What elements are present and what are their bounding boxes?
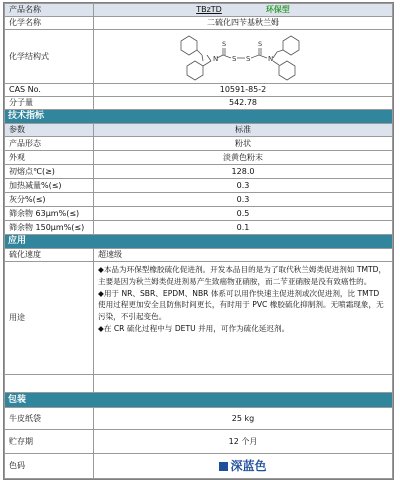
atom-n-left: N [213,54,219,63]
storage-value: 12 个月 [94,430,393,454]
packaging-section-header [5,393,393,408]
datasheet-table [4,3,393,479]
product-name-value: TBzTD [196,5,222,15]
structure-row [5,30,393,84]
chemical-name-row [5,17,393,30]
usage-label: 用途 [5,262,94,375]
cure-speed-value: 超速级 [94,249,393,262]
cure-speed-row [5,249,393,262]
tech-row: 产品形态 粉状 [5,137,393,151]
usage-spacer-row [5,375,393,393]
color-code-value: 深蓝色 [230,458,267,473]
usage-text [94,262,393,375]
color-code-label: 色码 [5,454,94,479]
tech-row: 初熔点℃(≥) 128.0 [5,165,393,179]
tech-row: 灰分%(≤) 0.3 [5,193,393,207]
color-code-row [5,454,393,479]
packaging-section-title: 包装 [5,393,393,408]
tech-section-header [5,110,393,124]
bag-label: 牛皮纸袋 [5,408,94,430]
chemical-name-value: 二硫化四苄基秋兰姆 [94,17,393,30]
atom-s-3: S [246,54,251,63]
product-name-label: 产品名称 [5,4,94,17]
structure-label: 化学结构式 [5,30,94,84]
tech-row: 筛余物 63μm%(≤) 0.5 [5,207,393,221]
cas-label: CAS No. [5,84,94,97]
atom-s-2: S [232,54,237,63]
mw-label: 分子量 [5,97,94,110]
application-section-header [5,235,393,249]
usage-paragraph: ◆用于 NR、SBR、EPDM、NBR 体系可以用作快速主促进剂或次促进剂，比 TMTD 使用过程更加安全且防焦时间更长，有时用于 PVC 橡胶硫化抑制剂。无喷霜现象，无污染，不引起变色。 [98,288,384,322]
usage-row [5,262,393,375]
storage-label: 贮存期 [5,430,94,454]
cure-speed-label: 硫化速度 [5,249,94,262]
structure-formula-image [173,31,313,83]
tech-header-row [5,124,393,137]
product-datasheet [3,2,394,480]
tech-section-title: 技术指标 [5,110,393,124]
tech-row: 加热减量%(≤) 0.3 [5,179,393,193]
tech-param-header: 参数 [5,124,94,137]
atom-n-right: N [268,54,274,63]
cas-row [5,84,393,97]
product-name-row [5,4,393,17]
usage-paragraph: ◆本品为环保型橡胶硫化促进剂。开发本品目的是为了取代秋兰姆类促进剂如 TMTD，主要是因为秋兰姆类促进剂易产生致癌物亚硝胺，而二苄亚硝胺是没有致癌性的。 [98,265,387,286]
color-swatch [219,462,228,471]
eco-tag: 环保型 [265,5,290,15]
atom-s-4: S [258,39,263,48]
chemical-name-label: 化学名称 [5,17,94,30]
atom-s-1: S [222,39,227,48]
application-section-title: 应用 [5,235,393,249]
bag-row [5,408,393,430]
bag-value: 25 kg [94,408,393,430]
usage-paragraph: ◆在 CR 硫化过程中与 DETU 并用，可作为硫化延迟剂。 [98,323,290,333]
tech-standard-header: 标准 [94,124,393,137]
mw-value: 542.78 [94,97,393,110]
storage-row [5,430,393,454]
tech-row: 外观 淡黄色粉末 [5,151,393,165]
tech-row: 筛余物 150μm%(≤) 0.1 [5,221,393,235]
cas-value: 10591-85-2 [94,84,393,97]
mw-row [5,97,393,110]
